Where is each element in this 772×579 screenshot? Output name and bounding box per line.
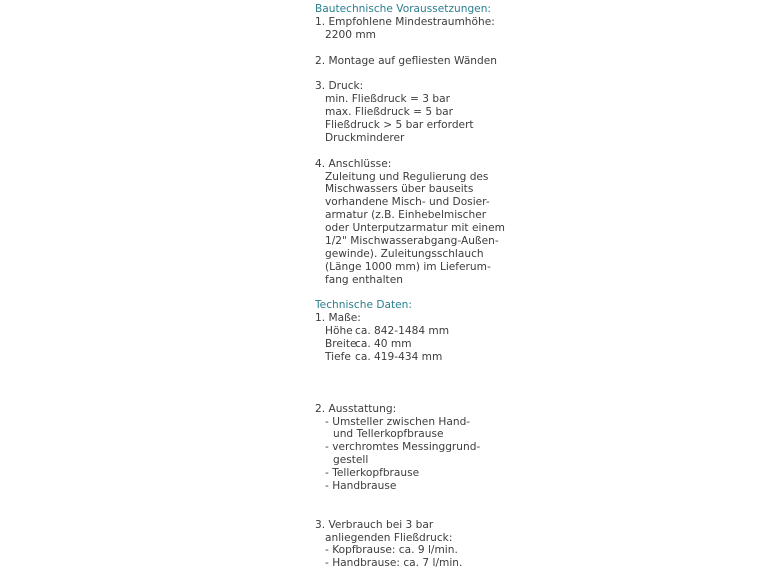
ausstattung-title: 2. Ausstattung: — [315, 402, 397, 415]
masse-row — [315, 325, 515, 338]
montage-title: 2. Montage auf gefliesten Wänden — [315, 54, 497, 67]
masse-value: ca. 40 mm — [355, 338, 412, 351]
verbrauch-title: 3. Verbrauch bei 3 bar — [315, 518, 434, 531]
masse-title: 1. Maße: — [315, 312, 361, 325]
druck-title: 3. Druck: — [315, 80, 364, 93]
raumhoehe-value: 2200 mm — [325, 28, 376, 41]
anschluesse-title: 4. Anschlüsse: — [315, 157, 392, 170]
masse-label: Höhe — [325, 325, 353, 338]
masse-row — [315, 351, 515, 364]
druck-line: min. Fließdruck = 3 bar — [325, 93, 450, 106]
verbrauch-line: - Kopfbrause: ca. 9 l/min. — [325, 544, 458, 557]
anschluesse-line: gewinde). Zuleitungsschlauch — [325, 247, 484, 260]
masse-value: ca. 419-434 mm — [355, 351, 443, 364]
anschluesse-line: 1/2" Mischwasserabgang-Außen- — [325, 235, 499, 248]
anschluesse-line: vorhandene Misch- und Dosier- — [325, 196, 490, 209]
ausstattung-line: - Umsteller zwischen Hand- — [325, 415, 471, 428]
anschluesse-line: armatur (z.B. Einhebelmischer — [325, 209, 487, 222]
anschluesse-line: Mischwassers über bauseits — [325, 183, 474, 196]
ausstattung-line: und Tellerkopfbrause — [333, 428, 444, 441]
technisch-heading: Technische Daten: — [315, 299, 412, 312]
ausstattung-line: - Tellerkopfbrause — [325, 467, 420, 480]
spec-column — [315, 3, 515, 570]
druck-line: Druckminderer — [325, 131, 405, 144]
anschluesse-line: oder Unterputzarmatur mit einem — [325, 222, 505, 235]
bautechnisch-heading: Bautechnische Voraussetzungen: — [315, 3, 491, 15]
ausstattung-line: - verchromtes Messinggrund- — [325, 441, 481, 454]
verbrauch-line: anliegenden Fließdruck: — [325, 531, 453, 544]
masse-value: ca. 842-1484 mm — [355, 325, 450, 338]
anschluesse-line: fang enthalten — [325, 273, 403, 286]
masse-label: Tiefe — [325, 351, 351, 364]
druck-line: Fließdruck > 5 bar erfordert — [325, 119, 474, 132]
ausstattung-line: gestell — [333, 454, 369, 467]
druck-line: max. Fließdruck = 5 bar — [325, 106, 454, 119]
raumhoehe-title: 1. Empfohlene Mindestraumhöhe: — [315, 15, 495, 28]
anschluesse-line: (Länge 1000 mm) im Lieferum- — [325, 260, 491, 273]
masse-label: Breite — [325, 338, 357, 351]
anschluesse-line: Zuleitung und Regulierung des — [325, 170, 489, 183]
masse-row — [315, 338, 515, 351]
ausstattung-line: - Handbrause — [325, 479, 397, 492]
verbrauch-line: - Handbrause: ca. 7 l/min. — [325, 557, 463, 570]
